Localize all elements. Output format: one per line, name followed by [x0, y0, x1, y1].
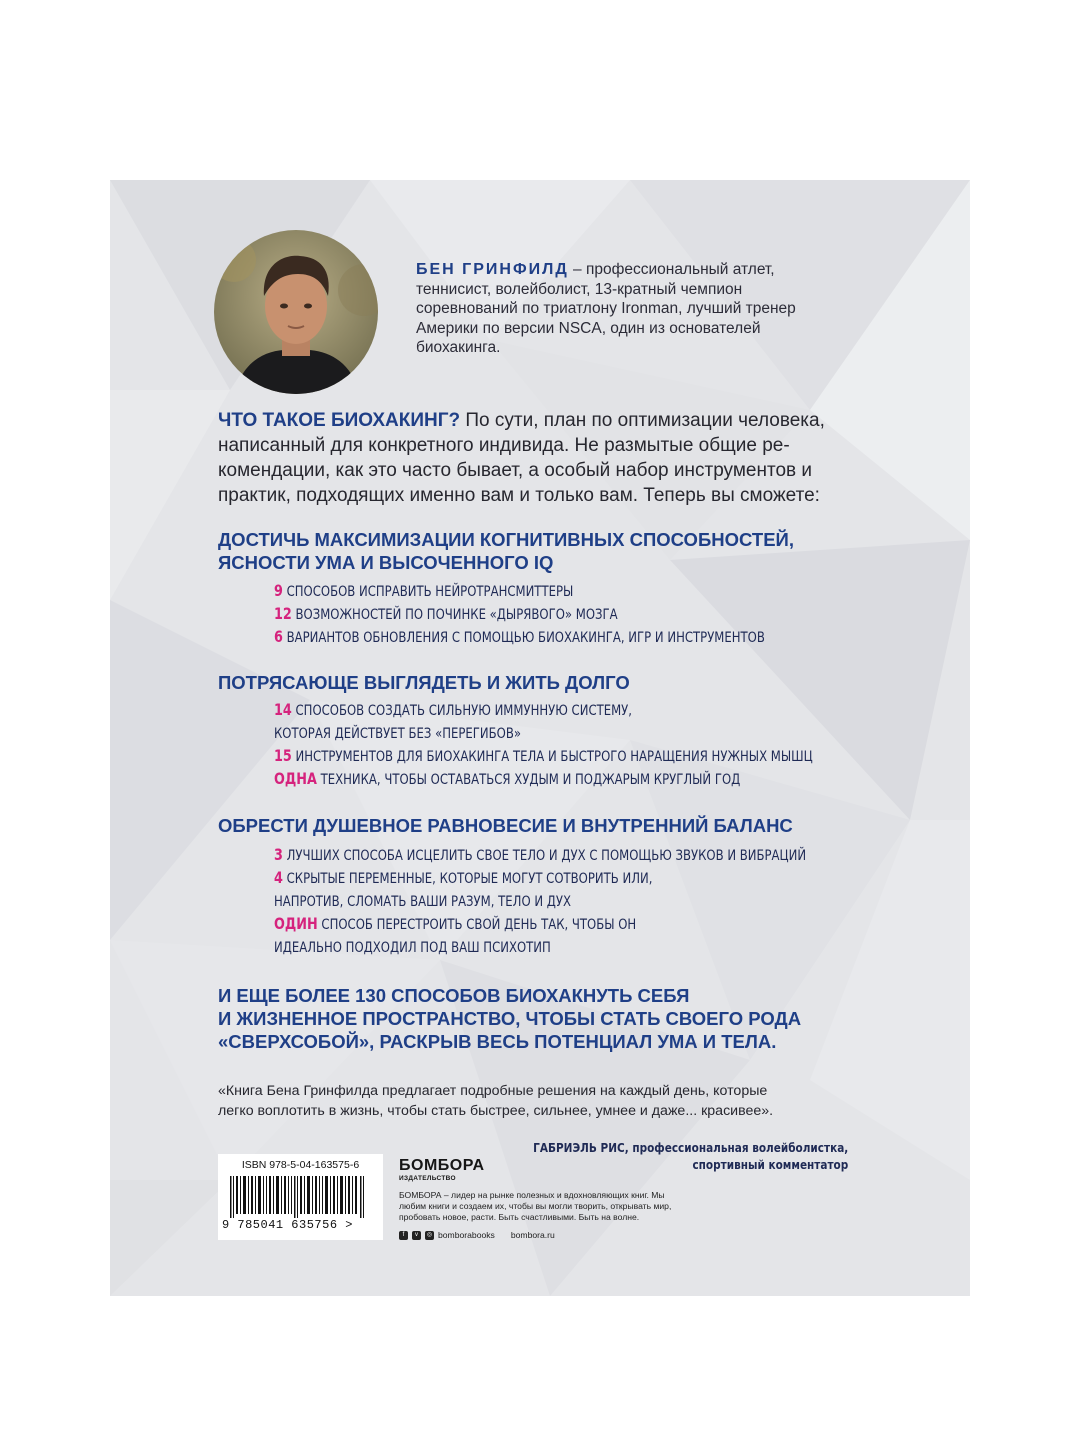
intro-paragraph [218, 408, 858, 508]
quote-line: легко воплотить в жизнь, чтобы стать быстрее, сильнее, умнее и даже... красивее». [218, 1103, 774, 1119]
publisher-block [399, 1158, 689, 1240]
section-heading-line: ДОСТИЧЬ МАКСИМИЗАЦИИ КОГНИТИВНЫХ СПОСОБНОСТЕЙ, [218, 529, 794, 550]
item-text: НАПРОТИВ, СЛОМАТЬ ВАШИ РАЗУМ, ТЕЛО И ДУХ [274, 893, 572, 910]
publisher-links [399, 1230, 689, 1240]
finale-line: И ЖИЗНЕННОЕ ПРОСТРАНСТВО, ЧТОБЫ СТАТЬ СВОЕГО РОДА [218, 1008, 802, 1029]
isbn-text: ISBN 978-5-04-163575-6 [241, 1159, 360, 1171]
item-number: 15 [274, 746, 292, 765]
list-item [274, 603, 618, 627]
instagram-icon: ◎ [426, 1231, 433, 1238]
item-text: СКРЫТЫЕ ПЕРЕМЕННЫЕ, КОТОРЫЕ МОГУТ СОТВОРИТЬ ИЛИ, [282, 870, 653, 887]
list-item [274, 867, 652, 891]
item-text: ВОЗМОЖНОСТЕЙ ПО ПОЧИНКЕ «ДЫРЯВОГО» МОЗГА [291, 606, 618, 623]
social-handle: bomborabooks [438, 1230, 495, 1240]
author-name: БЕН ГРИНФИЛД [416, 261, 569, 278]
item-text: ТЕХНИКА, ЧТОБЫ ОСТАВАТЬСЯ ХУДЫМ И ПОДЖАРЫМ КРУГЛЫЙ ГОД [316, 771, 741, 788]
list-item [274, 890, 571, 914]
item-number: 4 [274, 868, 283, 887]
list-item [274, 745, 813, 769]
item-number: 9 [274, 581, 283, 600]
intro-lead: ЧТО ТАКОЕ БИОХАКИНГ? [218, 410, 461, 431]
item-text: СПОСОБОВ ИСПРАВИТЬ НЕЙРОТРАНСМИТТЕРЫ [282, 583, 574, 600]
attribution-line: ГАБРИЭЛЬ РИС, профессиональная волейболистка, [532, 1141, 848, 1156]
publisher-description: БОМБОРА – лидер на рынке полезных и вдохновляющих книг. Мы любим книги и создаем их, чтобы вы могли творить, открывать мир, пробовать новое, расти. Быть счастливыми. Быть на волне. [399, 1190, 672, 1222]
item-number: ОДНА [274, 769, 317, 788]
quote-line: «Книга Бена Гринфилда предлагает подробные решения на каждый день, которые [218, 1083, 768, 1099]
barcode-bars [230, 1176, 372, 1218]
item-text: СПОСОБОВ СОЗДАТЬ СИЛЬНУЮ ИММУННУЮ СИСТЕМУ, [291, 702, 633, 719]
item-number: 14 [274, 700, 292, 719]
intro-text: По сути, план по оптимизации человека, написанный для конкретного индивида. Не размытые общие рекомендации, как это часто бывает, а особый набор инструментов и практик, подходящих именно вам и только вам. Теперь вы сможете: [218, 410, 825, 506]
item-number: 6 [274, 627, 283, 646]
finale-line: «СВЕРХСОБОЙ», РАСКРЫВ ВЕСЬ ПОТЕНЦИАЛ УМА И ТЕЛА. [218, 1031, 777, 1052]
section-heading-line: ЯСНОСТИ УМА И ВЫСОЧЕННОГО IQ [218, 552, 554, 573]
list-item [274, 768, 740, 792]
section-heading [218, 671, 630, 694]
facebook-icon: f [399, 1231, 408, 1240]
attribution-line: спортивный комментатор [692, 1158, 848, 1173]
item-text: ЛУЧШИХ СПОСОБА ИСЦЕЛИТЬ СВОЕ ТЕЛО И ДУХ С ПОМОЩЬЮ ЗВУКОВ И ВИБРАЦИЙ [282, 847, 807, 864]
item-number: 3 [274, 845, 283, 864]
author-portrait [214, 230, 378, 394]
list-item [274, 699, 632, 723]
author-bio-text: – профессиональный атлет, теннисист, волейболист, 13-кратный чемпион соревнований по триатлону Ironman, лучший тренер Америки по версии NSCA, один из основателей биохакинга. [416, 261, 796, 356]
section-heading-line: ПОТРЯСАЮЩЕ ВЫГЛЯДЕТЬ И ЖИТЬ ДОЛГО [218, 672, 630, 693]
publisher-site: bombora.ru [510, 1230, 555, 1240]
item-text: СПОСОБ ПЕРЕСТРОИТЬ СВОЙ ДЕНЬ ТАК, ЧТОБЫ ОН [317, 916, 637, 933]
barcode-digits: 9 785041 635756 > [222, 1218, 353, 1232]
publisher-logo: БОМБОРА [399, 1157, 485, 1174]
item-text: ИНСТРУМЕНТОВ ДЛЯ БИОХАКИНГА ТЕЛА И БЫСТРОГО НАРАЩЕНИЯ НУЖНЫХ МЫШЦ [291, 748, 813, 765]
finale-line: И ЕЩЕ БОЛЕЕ 130 СПОСОБОВ БИОХАКНУТЬ СЕБЯ [218, 985, 690, 1006]
author-photo [214, 230, 378, 394]
list-item [274, 913, 636, 937]
section-heading [218, 528, 794, 574]
list-item [274, 626, 765, 650]
item-number: ОДИН [274, 914, 318, 933]
item-text: ИДЕАЛЬНО ПОДХОДИЛ ПОД ВАШ ПСИХОТИП [274, 939, 551, 956]
publisher-logo-sub: ИЗДАТЕЛЬСТВО [399, 1175, 456, 1182]
section-heading-line: ОБРЕСТИ ДУШЕВНОЕ РАВНОВЕСИЕ И ВНУТРЕННИЙ БАЛАНС [218, 815, 793, 836]
vk-icon: v [412, 1231, 421, 1240]
item-number: 12 [274, 604, 292, 623]
section-heading [218, 814, 793, 837]
barcode-block [218, 1154, 383, 1240]
item-text: КОТОРАЯ ДЕЙСТВУЕТ БЕЗ «ПЕРЕГИБОВ» [274, 725, 522, 742]
list-item [274, 580, 573, 604]
list-item [274, 936, 551, 960]
review-quote [218, 1081, 878, 1121]
finale-statement [218, 984, 801, 1053]
item-text: ВАРИАНТОВ ОБНОВЛЕНИЯ С ПОМОЩЬЮ БИОХАКИНГА, ИГР И ИНСТРУМЕНТОВ [282, 629, 765, 646]
list-item [274, 844, 806, 868]
list-item [274, 722, 521, 746]
book-back-cover [110, 180, 970, 1296]
author-bio [416, 260, 836, 358]
